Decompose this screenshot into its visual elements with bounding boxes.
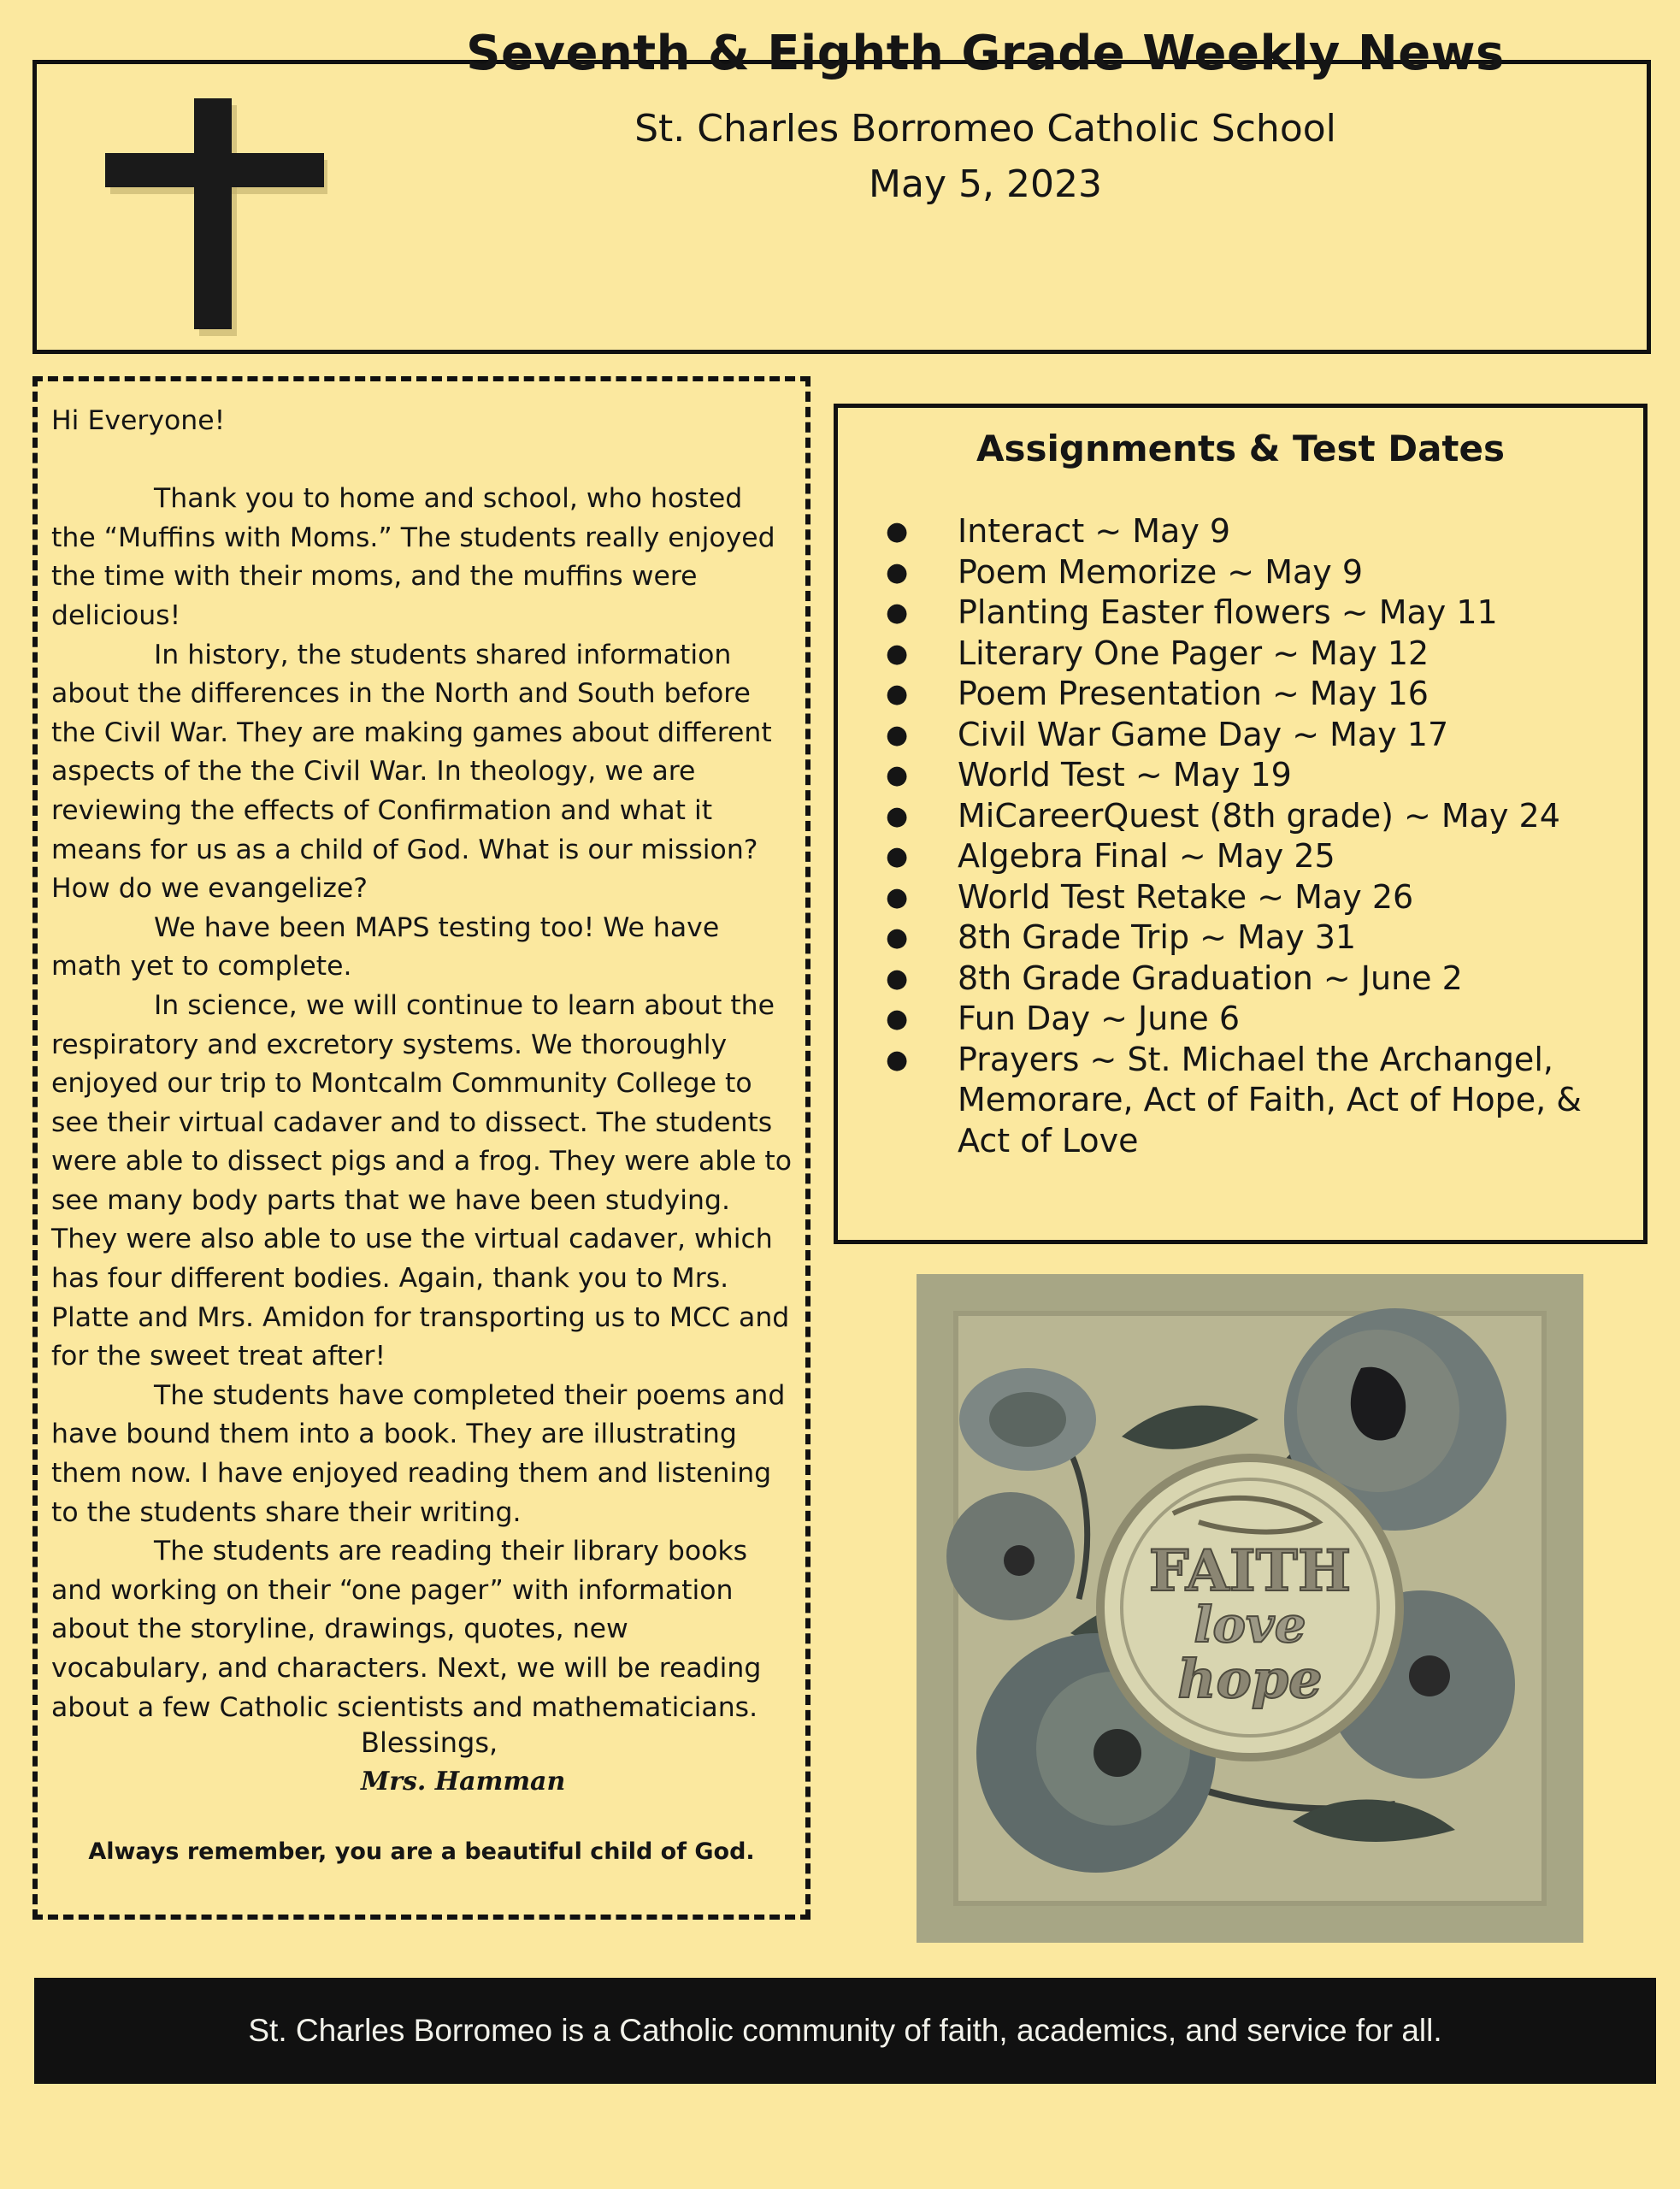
bullet-icon: ● bbox=[886, 719, 909, 750]
letter-paragraph: In science, we will continue to learn about the respiratory and excretory systems. We thoroughly enjoyed our trip to Montcalm Community College to see their virtual cadaver and to dissect. The students were able to dissect pigs and a frog. They were able to see many body parts that we have been studying. They were also able to use the virtual cadaver, which has four different bodies. Again, thank you to Mrs. Platte and Mrs. Amidon for transporting us to MCC and for the sweet treat after! bbox=[51, 989, 793, 1372]
floral-faith-love-hope-icon bbox=[917, 1274, 1583, 1943]
footer-text: St. Charles Borromeo is a Catholic community of faith, academics, and service for all. bbox=[248, 2013, 1442, 2048]
assignment-text: Prayers ~ St. Michael the Archangel, Memorare, Act of Faith, Act of Hope, & Act of Love bbox=[958, 1040, 1582, 1159]
artwork-word-love: love bbox=[1194, 1596, 1306, 1654]
assignment-text: World Test ~ May 19 bbox=[958, 756, 1292, 794]
bullet-icon: ● bbox=[886, 598, 909, 628]
bullet-icon: ● bbox=[886, 760, 909, 790]
signature: Mrs. Hamman bbox=[361, 1767, 566, 1797]
list-item bbox=[881, 593, 1633, 634]
footer-bar bbox=[34, 1978, 1656, 2084]
letter-paragraph: The students have completed their poems and have bound them into a book. They are illustrating them now. I have enjoyed reading them and listening to the students share their writing. bbox=[51, 1379, 786, 1528]
list-item bbox=[881, 877, 1633, 918]
bullet-icon: ● bbox=[886, 841, 909, 871]
letter-paragraph: The students are reading their library books and working on their “one pager” with information about the storyline, drawings, quotes, new vocabulary, and characters. Next, we will be reading about a few Catholic scientists and mathematicians. bbox=[51, 1536, 762, 1723]
list-item bbox=[881, 999, 1633, 1040]
cross-icon bbox=[105, 98, 327, 338]
list-item bbox=[881, 511, 1633, 552]
list-item bbox=[881, 959, 1633, 1000]
assignments-list bbox=[881, 511, 1633, 1161]
assignment-text: Civil War Game Day ~ May 17 bbox=[958, 715, 1449, 753]
letter-greeting: Hi Everyone! bbox=[51, 405, 226, 436]
bullet-icon: ● bbox=[886, 557, 909, 587]
bullet-icon: ● bbox=[886, 1004, 909, 1034]
page-title: Seventh & Eighth Grade Weekly News bbox=[466, 26, 1505, 81]
sign-off: Blessings, bbox=[361, 1726, 498, 1759]
list-item bbox=[881, 715, 1633, 756]
assignment-text: Poem Memorize ~ May 9 bbox=[958, 552, 1364, 591]
assignment-text: Literary One Pager ~ May 12 bbox=[958, 634, 1429, 672]
list-item bbox=[881, 552, 1633, 593]
letter-paragraph: We have been MAPS testing too! We have math yet to complete. bbox=[51, 912, 720, 982]
artwork-word-faith: FAITH bbox=[1148, 1537, 1352, 1604]
assignment-text: World Test Retake ~ May 26 bbox=[958, 877, 1414, 916]
list-item bbox=[881, 796, 1633, 837]
artwork-word-hope: hope bbox=[1177, 1648, 1323, 1710]
assignment-text: Algebra Final ~ May 25 bbox=[958, 837, 1335, 875]
bullet-icon: ● bbox=[886, 923, 909, 953]
letter-paragraph: Thank you to home and school, who hosted the “Muffins with Moms.” The students really enjoyed the time with their moms, and the muffins were delicious! bbox=[51, 483, 775, 631]
assignment-text: Fun Day ~ June 6 bbox=[958, 1000, 1241, 1037]
list-item bbox=[881, 755, 1633, 796]
signature-block bbox=[361, 1723, 565, 1802]
list-item bbox=[881, 674, 1633, 715]
closing-line: Always remember, you are a beautiful child of God. bbox=[88, 1838, 755, 1865]
assignment-text: 8th Grade Trip ~ May 31 bbox=[958, 918, 1357, 956]
assignments-title: Assignments & Test Dates bbox=[976, 428, 1505, 469]
issue-date: May 5, 2023 bbox=[869, 162, 1102, 206]
assignment-text: Planting Easter flowers ~ May 11 bbox=[958, 593, 1498, 631]
list-item bbox=[881, 836, 1633, 877]
assignment-text: Poem Presentation ~ May 16 bbox=[958, 675, 1429, 712]
bullet-icon: ● bbox=[886, 638, 909, 669]
bullet-icon: ● bbox=[886, 516, 909, 546]
assignment-text: MiCareerQuest (8th grade) ~ May 24 bbox=[958, 796, 1560, 835]
bullet-icon: ● bbox=[886, 882, 909, 912]
school-name: St. Charles Borromeo Catholic School bbox=[634, 107, 1336, 150]
bullet-icon: ● bbox=[886, 1044, 909, 1075]
list-item bbox=[881, 917, 1633, 959]
bullet-icon: ● bbox=[886, 679, 909, 709]
list-item bbox=[881, 634, 1633, 675]
assignment-text: 8th Grade Graduation ~ June 2 bbox=[958, 959, 1463, 997]
header-box bbox=[32, 60, 1651, 354]
letter-paragraph: In history, the students shared information about the differences in the North and South before the Civil War. They are making games about different aspects of the the Civil War. In theology, we are reviewing the effects of Confirmation and what it means for us as a child of God. What is our mission? How do we evangelize? bbox=[51, 639, 772, 905]
bullet-icon: ● bbox=[886, 963, 909, 994]
list-item bbox=[881, 1040, 1633, 1162]
letter bbox=[51, 402, 792, 1727]
bullet-icon: ● bbox=[886, 800, 909, 831]
assignment-text: Interact ~ May 9 bbox=[958, 512, 1231, 550]
